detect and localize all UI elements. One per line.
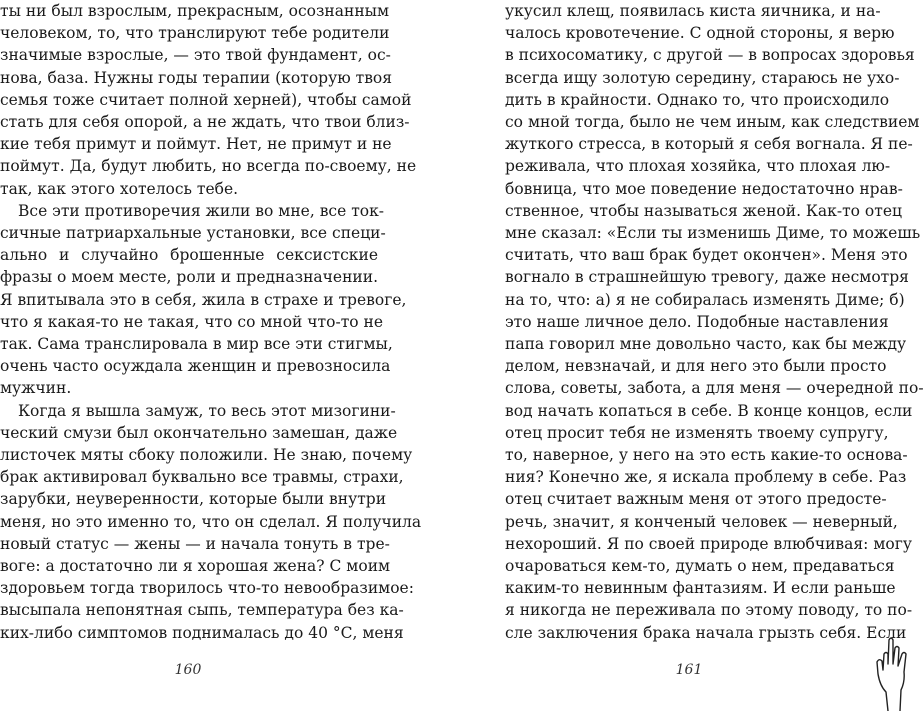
text-line: значимые взрослые, — это твой фундамент, ос- [0,46,391,65]
text-line: ких-либо симптомов поднималась до 40 °С, меня [0,623,404,642]
text-line: речь, значит, я конченый человек — неверный, [505,512,898,531]
text-line: фразы о моем месте, роли и предназначении. [0,268,378,287]
text-line: зарубки, неуверенности, которые были внутри [0,490,387,509]
text-line: на то, что: а) я не собиралась изменять Диме; б) [505,290,905,309]
text-line: со мной тогда, было не чем иным, как следствием [505,113,920,131]
text-line: бовница, что мое поведение недостаточно нрав- [505,179,903,198]
text-line: семья тоже считает полной херней), чтобы самой [0,90,412,109]
text-line: ты ни был взрослым, прекрасным, осознанным [0,2,390,20]
text-line: высыпала непонятная сыпь, температура без ка- [0,601,404,620]
text-line: нехороший. Я по своей природе влюбчивая: могу [505,534,912,553]
text-line: что я какая-то не такая, что со мной что-то не [0,312,384,331]
text-line: стать для себя опорой, а не ждать, что твои близ- [0,113,410,131]
text-line: меня, но это именно то, что он сделал. Я получила [0,512,422,531]
text-line: листочек мяты сбоку положили. Не знаю, почему [0,446,413,464]
text-line: ственное, чтобы называться женой. Как-то отец [505,201,902,220]
text-line: воге: а достаточно ли я хорошая жена? С моим [0,557,391,575]
text-line: каким-то невинным фантазиям. И если раньше [505,579,896,598]
text-line: в психосоматику, с другой — в вопросах здоровья [505,46,915,65]
text-line: ально и случайно брошенные сексистские [0,246,378,265]
left-page-number: 160 [174,662,202,678]
text-line: сичные патриархальные установки, все специ- [0,224,386,242]
text-line: папа говорил мне довольно часто, как бы между [505,335,907,353]
text-line: реживала, что плохая хозяйка, что плохая лю- [505,157,891,176]
text-line: Я впитывала это в себя, жила в страхе и тревоге, [0,290,407,309]
text-line: чалось кровотечение. С одной стороны, я верю [505,24,895,43]
text-line: нова, база. Нужны годы терапии (которую твоя [0,68,393,87]
text-line: всегда ищу золотую середину, стараюсь не ухо- [505,68,900,87]
text-line: вод начать копаться в себе. В конце концов, если [505,401,913,420]
text-line: делом, невзначай, и для него это были просто [505,357,887,376]
text-line: укусил клещ, появилась киста яичника, и на- [505,2,881,20]
pointing-hand-icon [866,634,916,711]
text-line: новый статус — жены — и начала тонуть в тре- [0,534,390,553]
text-line: вогнало в страшнейшую тревогу, даже несмотря [505,268,909,287]
right-page-number: 161 [675,662,703,678]
text-line: отец считает важным меня от этого предосте- [505,490,887,509]
text-line: дить в крайности. Однако то, что происходило [505,90,890,109]
text-line: считать, что ваш брак будет окончен». Меня это [505,246,908,265]
text-line: то, наверное, у него на это есть какие-то основа- [505,446,908,464]
text-line: человеком, то, что транслируют тебе родители [0,24,390,43]
text-line: это наше личное дело. Подобные наставления [505,312,889,331]
text-line: я никогда не переживала по этому поводу, то по- [505,601,913,620]
text-line: жуткого стресса, в который я себя вогнала. Я пе- [505,135,913,154]
text-line: ческий смузи был окончательно замешан, даже [0,423,398,442]
text-line: здоровьем тогда творилось что-то невообразимое: [0,579,414,598]
text-line: очароваться кем-то, думать о нем, предаваться [505,557,895,575]
text-line: ния? Конечно же, я искала проблему в себе. Раз [505,468,907,487]
text-line: так. Сама транслировала в мир все эти стигмы, [0,335,393,353]
text-line: поймут. Да, будут любить, но всегда по-своему, не [0,157,417,176]
text-line: Когда я вышла замуж, то весь этот мизогини- [18,401,396,420]
text-line: отец просит тебя не изменять твоему супругу, [505,423,889,442]
text-line: Все эти противоречия жили во мне, все ток- [18,201,385,220]
text-line: очень часто осуждала женщин и превозносила [0,357,391,376]
text-line: сле заключения брака начала грызть себя. Если [505,623,907,642]
text-line: слова, советы, забота, а для меня — очередной по- [505,379,924,398]
text-line: мне сказал: «Если ты изменишь Диме, то можешь [505,224,921,242]
text-line: так, как этого хотелось тебе. [0,179,239,198]
text-line: кие тебя примут и поймут. Нет, не примут и не [0,135,392,154]
text-line: мужчин. [0,379,72,398]
text-line: брак активировал буквально все травмы, страхи, [0,468,404,487]
